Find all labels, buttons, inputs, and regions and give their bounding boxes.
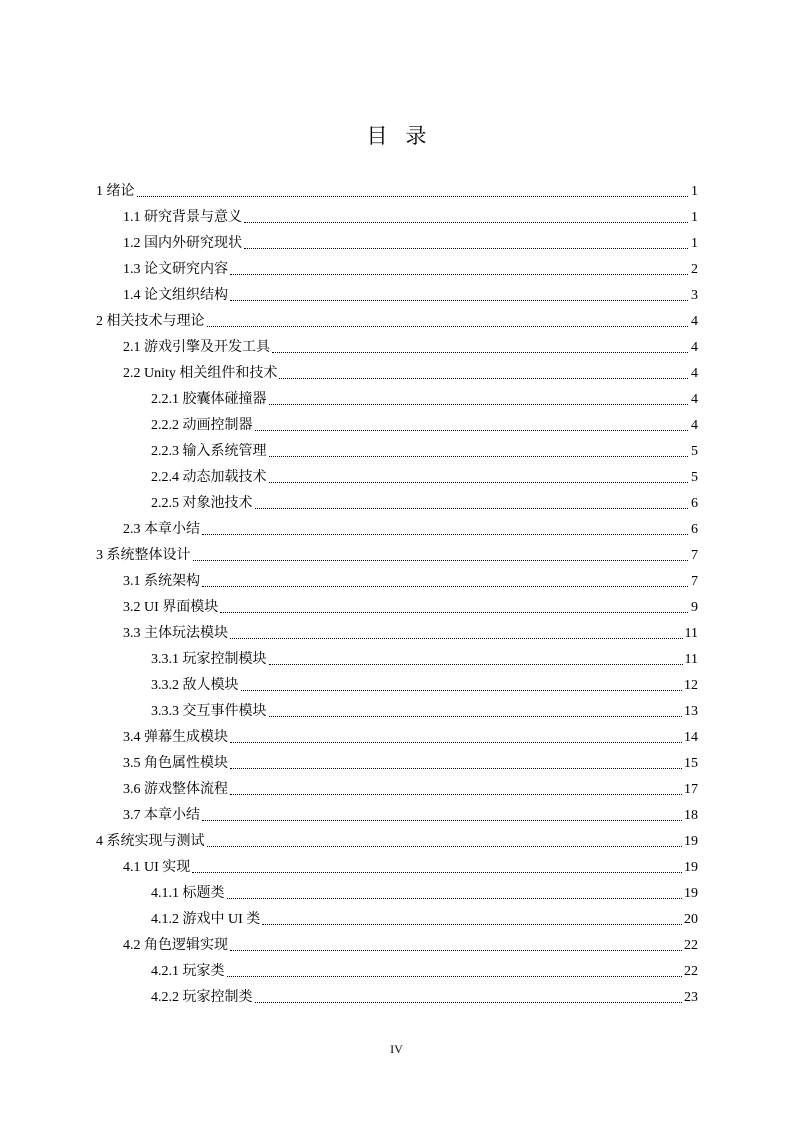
toc-entry-label: 2 相关技术与理论 [96, 314, 205, 329]
page-title: 目录 [366, 124, 445, 148]
toc-entry[interactable] [96, 983, 698, 1009]
dot-leader [193, 559, 689, 561]
toc-entry-label: 4.2.2 玩家控制类 [151, 990, 253, 1005]
toc-entry-label: 1.2 国内外研究现状 [123, 236, 242, 251]
toc-entry-page: 20 [684, 912, 698, 927]
toc-entry-label: 3.6 游戏整体流程 [123, 782, 228, 797]
toc-entry-label: 3.2 UI 界面模块 [123, 600, 219, 615]
dot-leader [202, 533, 688, 535]
toc-entry-label: 4.1 UI 实现 [123, 860, 191, 875]
toc-entry[interactable] [96, 515, 698, 541]
toc-entry[interactable] [96, 463, 698, 489]
toc-entry-page: 13 [684, 704, 698, 719]
toc-entry-page: 7 [691, 548, 698, 563]
toc-entry[interactable] [96, 593, 698, 619]
toc-entry-page: 2 [691, 262, 698, 277]
toc-entry-label: 1.3 论文研究内容 [123, 262, 228, 277]
toc-entry[interactable] [96, 541, 698, 567]
toc-entry[interactable] [96, 801, 698, 827]
toc-entry-page: 5 [691, 444, 698, 459]
toc-entry-page: 3 [691, 288, 698, 303]
toc-entry[interactable] [96, 567, 698, 593]
toc-entry-label: 2.1 游戏引擎及开发工具 [123, 340, 270, 355]
toc-entry-label: 2.2.5 对象池技术 [151, 496, 253, 511]
dot-leader [137, 195, 689, 197]
toc-entry-page: 19 [684, 860, 698, 875]
toc-entry[interactable] [96, 489, 698, 515]
dot-leader [269, 715, 683, 717]
toc-entry[interactable] [96, 437, 698, 463]
dot-leader [230, 637, 683, 639]
toc-entry-label: 2.3 本章小结 [123, 522, 200, 537]
dot-leader [255, 507, 689, 509]
toc-entry-label: 4.1.1 标题类 [151, 886, 225, 901]
toc-entry[interactable] [96, 879, 698, 905]
toc-entry-page: 6 [691, 522, 698, 537]
toc-entry[interactable] [96, 203, 698, 229]
toc-entry-label: 1 绪论 [96, 184, 135, 199]
dot-leader [269, 663, 683, 665]
toc-entry[interactable] [96, 645, 698, 671]
toc-entry[interactable] [96, 333, 698, 359]
toc-entry-label: 1.1 研究背景与意义 [123, 210, 242, 225]
toc-entry-page: 4 [691, 340, 698, 355]
dot-leader [262, 923, 682, 925]
toc-entry-label: 4.2.1 玩家类 [151, 964, 225, 979]
toc-entry-label: 3.4 弹幕生成模块 [123, 730, 228, 745]
toc-entry-page: 1 [691, 210, 698, 225]
dot-leader [207, 845, 683, 847]
toc-entry-page: 12 [684, 678, 698, 693]
dot-leader [269, 403, 689, 405]
toc-entry[interactable] [96, 671, 698, 697]
toc-entry-label: 3.3.2 敌人模块 [151, 678, 239, 693]
toc-entry-page: 9 [691, 600, 698, 615]
toc-entry-label: 3.3.1 玩家控制模块 [151, 652, 267, 667]
toc-entry-label: 3.5 角色属性模块 [123, 756, 228, 771]
toc-entry-label: 2.2.3 输入系统管理 [151, 444, 267, 459]
dot-leader [255, 429, 689, 431]
toc-entry-page: 14 [684, 730, 698, 745]
toc-entry-label: 3.3 主体玩法模块 [123, 626, 228, 641]
page-number: IV [390, 1042, 403, 1056]
toc-entry[interactable] [96, 853, 698, 879]
toc-entry[interactable] [96, 931, 698, 957]
toc-entry-label: 2.2.4 动态加载技术 [151, 470, 267, 485]
dot-leader [227, 975, 683, 977]
toc-entry[interactable] [96, 359, 698, 385]
toc-entry-label: 4 系统实现与测试 [96, 834, 205, 849]
toc-entry[interactable] [96, 177, 698, 203]
toc-entry-page: 4 [691, 418, 698, 433]
dot-leader [272, 351, 688, 353]
dot-leader [230, 273, 688, 275]
toc-entry-page: 6 [691, 496, 698, 511]
dot-leader [230, 793, 682, 795]
toc-entry-label: 3.7 本章小结 [123, 808, 200, 823]
toc-entry-page: 17 [684, 782, 698, 797]
toc-entry-label: 3.3.3 交互事件模块 [151, 704, 267, 719]
toc-entry-label: 4.2 角色逻辑实现 [123, 938, 228, 953]
toc-entry[interactable] [96, 749, 698, 775]
toc-entry-page: 11 [684, 626, 698, 641]
toc-entry-page: 23 [684, 990, 698, 1005]
dot-leader [202, 585, 688, 587]
toc-entry-page: 4 [691, 392, 698, 407]
toc-entry-label: 2.2.2 动画控制器 [151, 418, 253, 433]
toc-entry-label: 2.2 Unity 相关组件和技术 [123, 366, 278, 381]
toc-entry[interactable] [96, 957, 698, 983]
toc-entry[interactable] [96, 775, 698, 801]
toc-entry-label: 3 系统整体设计 [96, 548, 191, 563]
toc-entry[interactable] [96, 905, 698, 931]
toc-entry-page: 1 [691, 236, 698, 251]
toc-entry[interactable] [96, 723, 698, 749]
toc-entry[interactable] [96, 385, 698, 411]
dot-leader [207, 325, 689, 327]
toc-entry-label: 3.1 系统架构 [123, 574, 200, 589]
toc-entry-page: 11 [684, 652, 698, 667]
toc-entry[interactable] [96, 697, 698, 723]
dot-leader [244, 247, 688, 249]
toc-entry[interactable] [96, 619, 698, 645]
dot-leader [220, 611, 688, 613]
toc-entry-page: 7 [691, 574, 698, 589]
toc-entry[interactable] [96, 255, 698, 281]
toc-entry[interactable] [96, 281, 698, 307]
dot-leader [230, 767, 682, 769]
dot-leader [279, 377, 688, 379]
toc-entry-page: 18 [684, 808, 698, 823]
dot-leader [269, 481, 689, 483]
toc-entry-label: 1.4 论文组织结构 [123, 288, 228, 303]
toc-entry-page: 4 [691, 366, 698, 381]
toc-entry[interactable] [96, 827, 698, 853]
dot-leader [255, 1001, 683, 1003]
dot-leader [269, 455, 689, 457]
toc-entry-page: 1 [691, 184, 698, 199]
toc-entry-page: 4 [691, 314, 698, 329]
toc-entry-page: 5 [691, 470, 698, 485]
dot-leader [244, 221, 688, 223]
toc-entry-label: 4.1.2 游戏中 UI 类 [151, 912, 261, 927]
toc-entry-page: 15 [684, 756, 698, 771]
dot-leader [230, 741, 682, 743]
table-of-contents [96, 177, 698, 1009]
dot-leader [227, 897, 683, 899]
dot-leader [202, 819, 682, 821]
toc-entry-label: 2.2.1 胶囊体碰撞器 [151, 392, 267, 407]
toc-entry[interactable] [96, 307, 698, 333]
dot-leader [192, 871, 682, 873]
toc-entry-page: 22 [684, 964, 698, 979]
toc-entry[interactable] [96, 229, 698, 255]
toc-entry-page: 19 [684, 886, 698, 901]
dot-leader [230, 299, 688, 301]
dot-leader [230, 949, 682, 951]
toc-entry-page: 22 [684, 938, 698, 953]
toc-entry-page: 19 [684, 834, 698, 849]
toc-entry[interactable] [96, 411, 698, 437]
dot-leader [241, 689, 683, 691]
